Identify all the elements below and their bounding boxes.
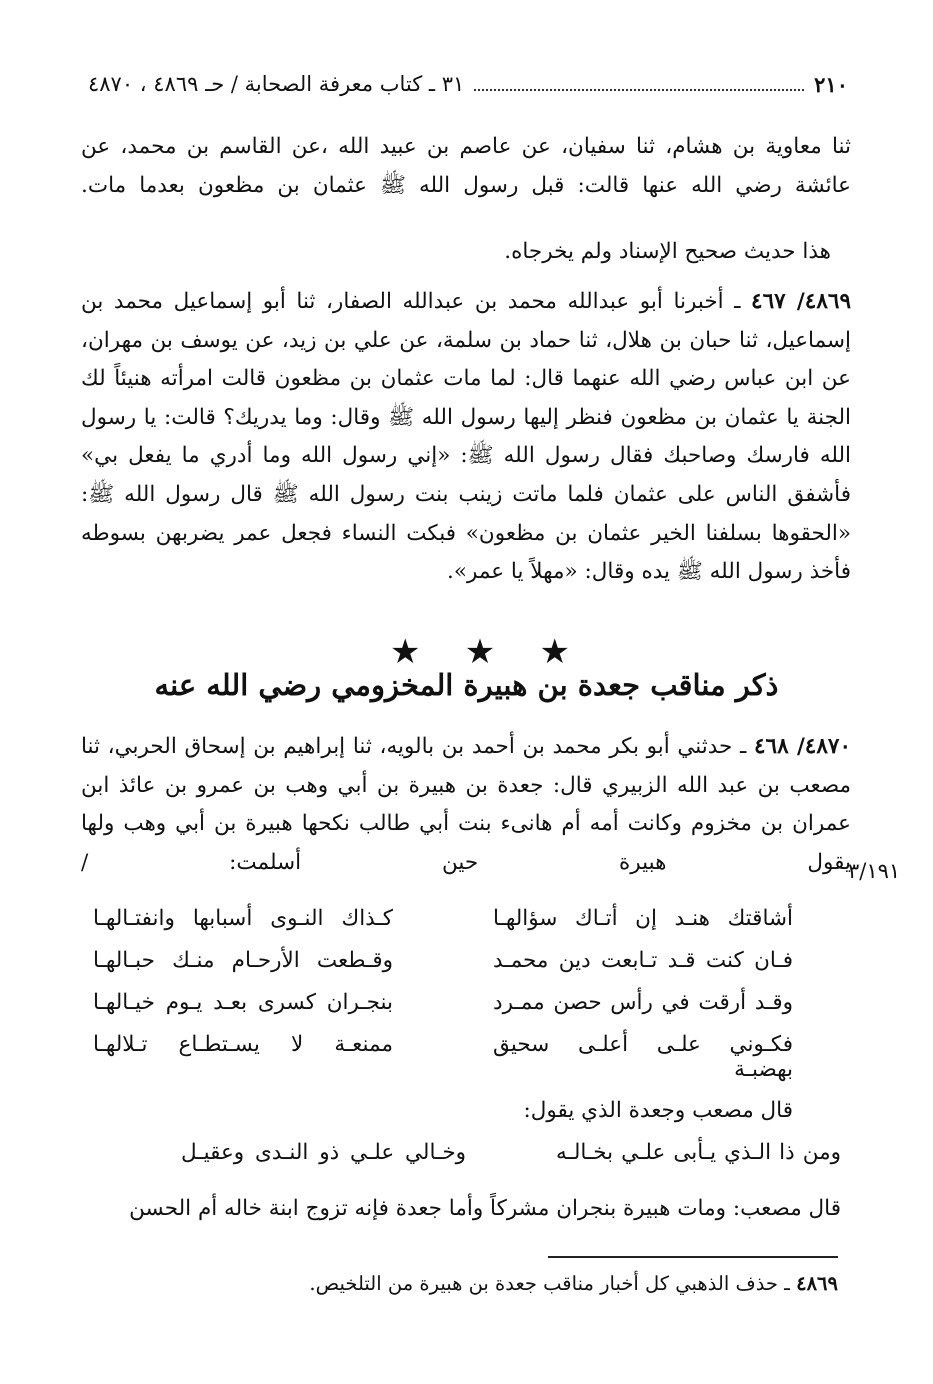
- footnote-number: ٤٨٦٩: [796, 1272, 838, 1295]
- poem: [93, 906, 793, 1082]
- header-dot-leader: [474, 89, 804, 91]
- paragraph-text: ثنا معاوية بن هشام، ثنا سفيان، عن عاصم بن عبيد الله ،عن القاسم بن محمد، عن عائشة رضي الله عنها قالت: قبل رسول الله ﷺ عثمان بن مظعون بعدما مات.: [81, 134, 851, 198]
- margin-volume-reference: ٣/١٩١: [848, 859, 901, 883]
- verse-second-hemistich: وخـالي علـي ذو النـدى وعقيـل: [181, 1140, 466, 1165]
- running-title: ٣١ ـ كتاب معرفة الصحابة / حـ ٤٨٦٩ ، ٤٨٧٠: [88, 72, 465, 96]
- poem-verse: [93, 1032, 793, 1082]
- verse-first-hemistich: أشاقتك هنـد إن أتـاك سؤالهـا: [493, 906, 793, 931]
- verse-second-hemistich: كـذاك النـوى أسبابها وانفتـالهـا: [93, 906, 393, 931]
- poem-verse: [93, 990, 793, 1032]
- footnote-text: ـ حذف الذهبي كل أخبار مناقب جعدة بن هبيرة من التلخيص.: [309, 1272, 790, 1295]
- hadith-4869: [81, 283, 851, 592]
- verse-second-hemistich: بنجـران كسرى بعـد يـوم خيـالهـا: [93, 990, 393, 1015]
- hadith-text: ـ أخبرنا أبو عبدالله محمد بن عبدالله الصفار، ثنا أبو إسماعيل محمد بن إسماعيل، ثنا حبان بن هلال، ثنا حماد بن سلمة، عن علي بن زيد، عن يوسف بن مهران، عن ابن عباس رضي الله عنهما قال: لما مات عثمان بن مظعون قالت امرأته هنيئاً لك الجنة يا عثمان بن مظعون فنظر إليها رسول الله ﷺ وقال: وما يدريك؟ قالت: يا رسول الله فارسك وصاحبك فقال رسول الله ﷺ: «إني رسول الله وما أدري ما يفعل بي» فأشفق الناس على عثمان فلما ماتت زينب بنت رسول الله ﷺ قال رسول الله ﷺ: «الحقوها بسلفنا الخير عثمان بن مظعون» فبكت النساء فجعل عمر يضربهن بسوطه فأخذ رسول الله ﷺ يده وقال: «مهلاً يا عمر».: [81, 289, 851, 585]
- poet-intro-line: قال مصعب وجعدة الذي يقول:: [523, 1098, 793, 1123]
- section-divider-stars: [390, 632, 570, 672]
- page-header: [88, 64, 848, 104]
- footnote-separator: [548, 1256, 838, 1258]
- paragraph-isnad-aisha: [81, 128, 851, 205]
- hadith-number: ٤٨٦٩/ ٤٦٧: [751, 289, 851, 314]
- closing-line: [81, 1190, 841, 1229]
- star-icon: ★: [464, 632, 496, 672]
- verse-first-hemistich: وقـد أرقت في رأس حصن ممـرد: [493, 990, 793, 1015]
- verse-first-hemistich: فـان كنت قـد تـابعت دين محمـد: [493, 948, 793, 973]
- verse-first-hemistich: فكـوني علـى أعلـى سحيق بهضبـة: [493, 1032, 793, 1082]
- star-icon: ★: [390, 632, 421, 672]
- hadith-4870: [81, 728, 851, 882]
- verse-first-hemistich: ومن ذا الـذي يـأبى علـي بخـالـه: [556, 1140, 841, 1165]
- star-icon: ★: [539, 632, 570, 672]
- closing-text: قال مصعب: ومات هبيرة بنجران مشركاً وأما جعدة فإنه تزوج ابنة خاله أم الحسن: [129, 1196, 841, 1221]
- hadith-text: ـ حدثني أبو بكر محمد بن أحمد بن بالويه، ثنا إبراهيم بن إسحاق الحربي، ثنا مصعب بن عبد الله الزبيري قال: جعدة بن هبيرة بن أبي وهب بن عمرو بن عائذ ابن عمران بن مخزوم وكانت أمه أم هانىء بنت أبي طالب نكحها هبيرة بن أبي وهب ولها يقول هبيرة حين أسلمت: /: [81, 734, 851, 875]
- paragraph-grading: [131, 233, 831, 272]
- footnote: [309, 1272, 838, 1295]
- poem-verse: [93, 906, 793, 948]
- hadith-number: ٤٨٧٠/ ٤٦٨: [753, 734, 851, 759]
- section-heading: ذكر مناقب جعدة بن هبيرة المخزومي رضي الله عنه: [154, 668, 779, 702]
- paragraph-text: هذا حديث صحيح الإسناد ولم يخرجاه.: [504, 239, 831, 264]
- verse-second-hemistich: وقـطعت الأرحـام منـك حبـالهـا: [93, 948, 393, 973]
- poem-verse-jaada: [181, 1140, 841, 1165]
- verse-second-hemistich: ممنعـة لا يسـتطـاع تـلالهـا: [93, 1032, 393, 1057]
- page-number: ٢١٠: [814, 71, 848, 97]
- poem-verse: [93, 948, 793, 990]
